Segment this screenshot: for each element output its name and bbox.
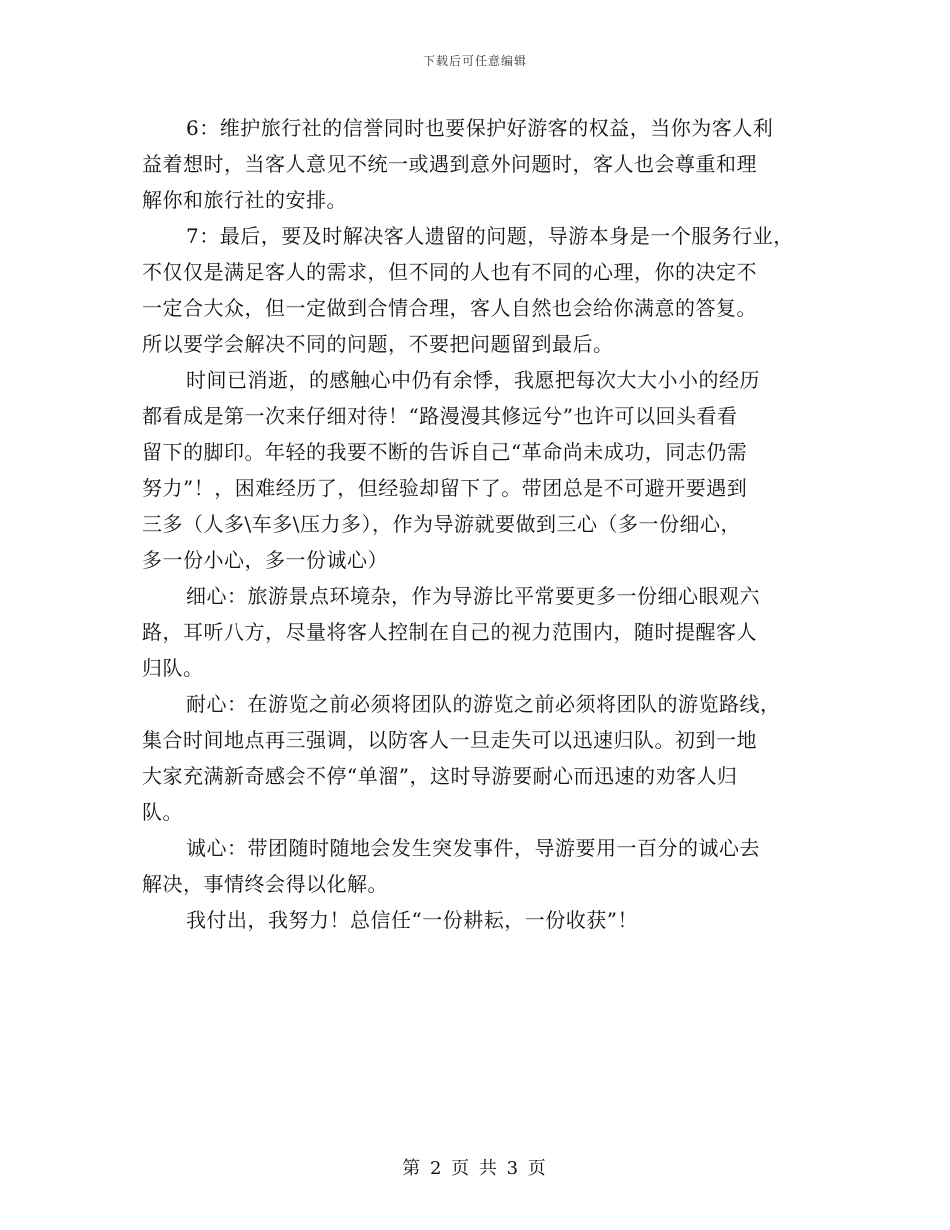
text-line: 诚心：带团随时随地会发生突发事件，导游要用一百分的诚心去	[186, 836, 760, 860]
text-line: 解你和旅行社的安排。	[142, 188, 347, 212]
text-line: 耐心：在游览之前必须将团队的游览之前必须将团队的游览路线，	[186, 692, 781, 716]
text-line: 归队。	[142, 656, 204, 680]
text-line: 解决，事情终会得以化解。	[142, 872, 388, 896]
text-line: 三多（人多\车多\压力多），作为导游就要做到三心（多一份细心，	[142, 512, 741, 536]
text-line: 多一份小心，多一份诚心）	[142, 548, 388, 572]
document-body	[142, 110, 818, 938]
text-line: 队。	[142, 800, 183, 824]
text-line: 集合时间地点再三强调，以防客人一旦走失可以迅速归队。初到一地	[142, 728, 757, 752]
text-line: 我付出，我努力！总信任“一份耕耘，一份收获”！	[186, 908, 638, 932]
text-line: 一定合大众，但一定做到合情合理，客人自然也会给你满意的答复。	[142, 296, 757, 320]
text-line: 7：最后，要及时解决客人遗留的问题，导游本身是一个服务行业，	[186, 224, 794, 248]
text-line: 留下的脚印。年轻的我要不断的告诉自己“革命尚未成功，同志仍需	[142, 440, 748, 464]
text-line: 益着想时，当客人意见不统一或遇到意外问题时，客人也会尊重和理	[142, 152, 757, 176]
header-note: 下载后可任意编辑	[422, 54, 527, 68]
text-line: 努力”！，困难经历了，但经验却留下了。带团总是不可避开要遇到	[142, 476, 748, 500]
text-line: 所以要学会解决不同的问题，不要把问题留到最后。	[142, 332, 614, 356]
text-line: 时间已消逝，的感触心中仍有余悸，我愿把每次大大小小的经历	[186, 368, 760, 392]
text-line: 大家充满新奇感会不停“单溜”，这时导游要耐心而迅速的劝客人归	[142, 764, 738, 788]
text-line: 都看成是第一次来仔细对待！“路漫漫其修远兮”也许可以回头看看	[142, 404, 738, 428]
page-number-footer: 第 2 页 共 3 页	[402, 1158, 548, 1179]
text-line: 细心：旅游景点环境杂，作为导游比平常要更多一份细心眼观六	[186, 584, 760, 608]
text-line: 6：维护旅行社的信誉同时也要保护好游客的权益，当你为客人利	[186, 116, 774, 140]
text-line: 路，耳听八方，尽量将客人控制在自己的视力范围内，随时提醒客人	[142, 620, 757, 644]
text-line: 不仅仅是满足客人的需求，但不同的人也有不同的心理，你的决定不	[142, 260, 757, 284]
